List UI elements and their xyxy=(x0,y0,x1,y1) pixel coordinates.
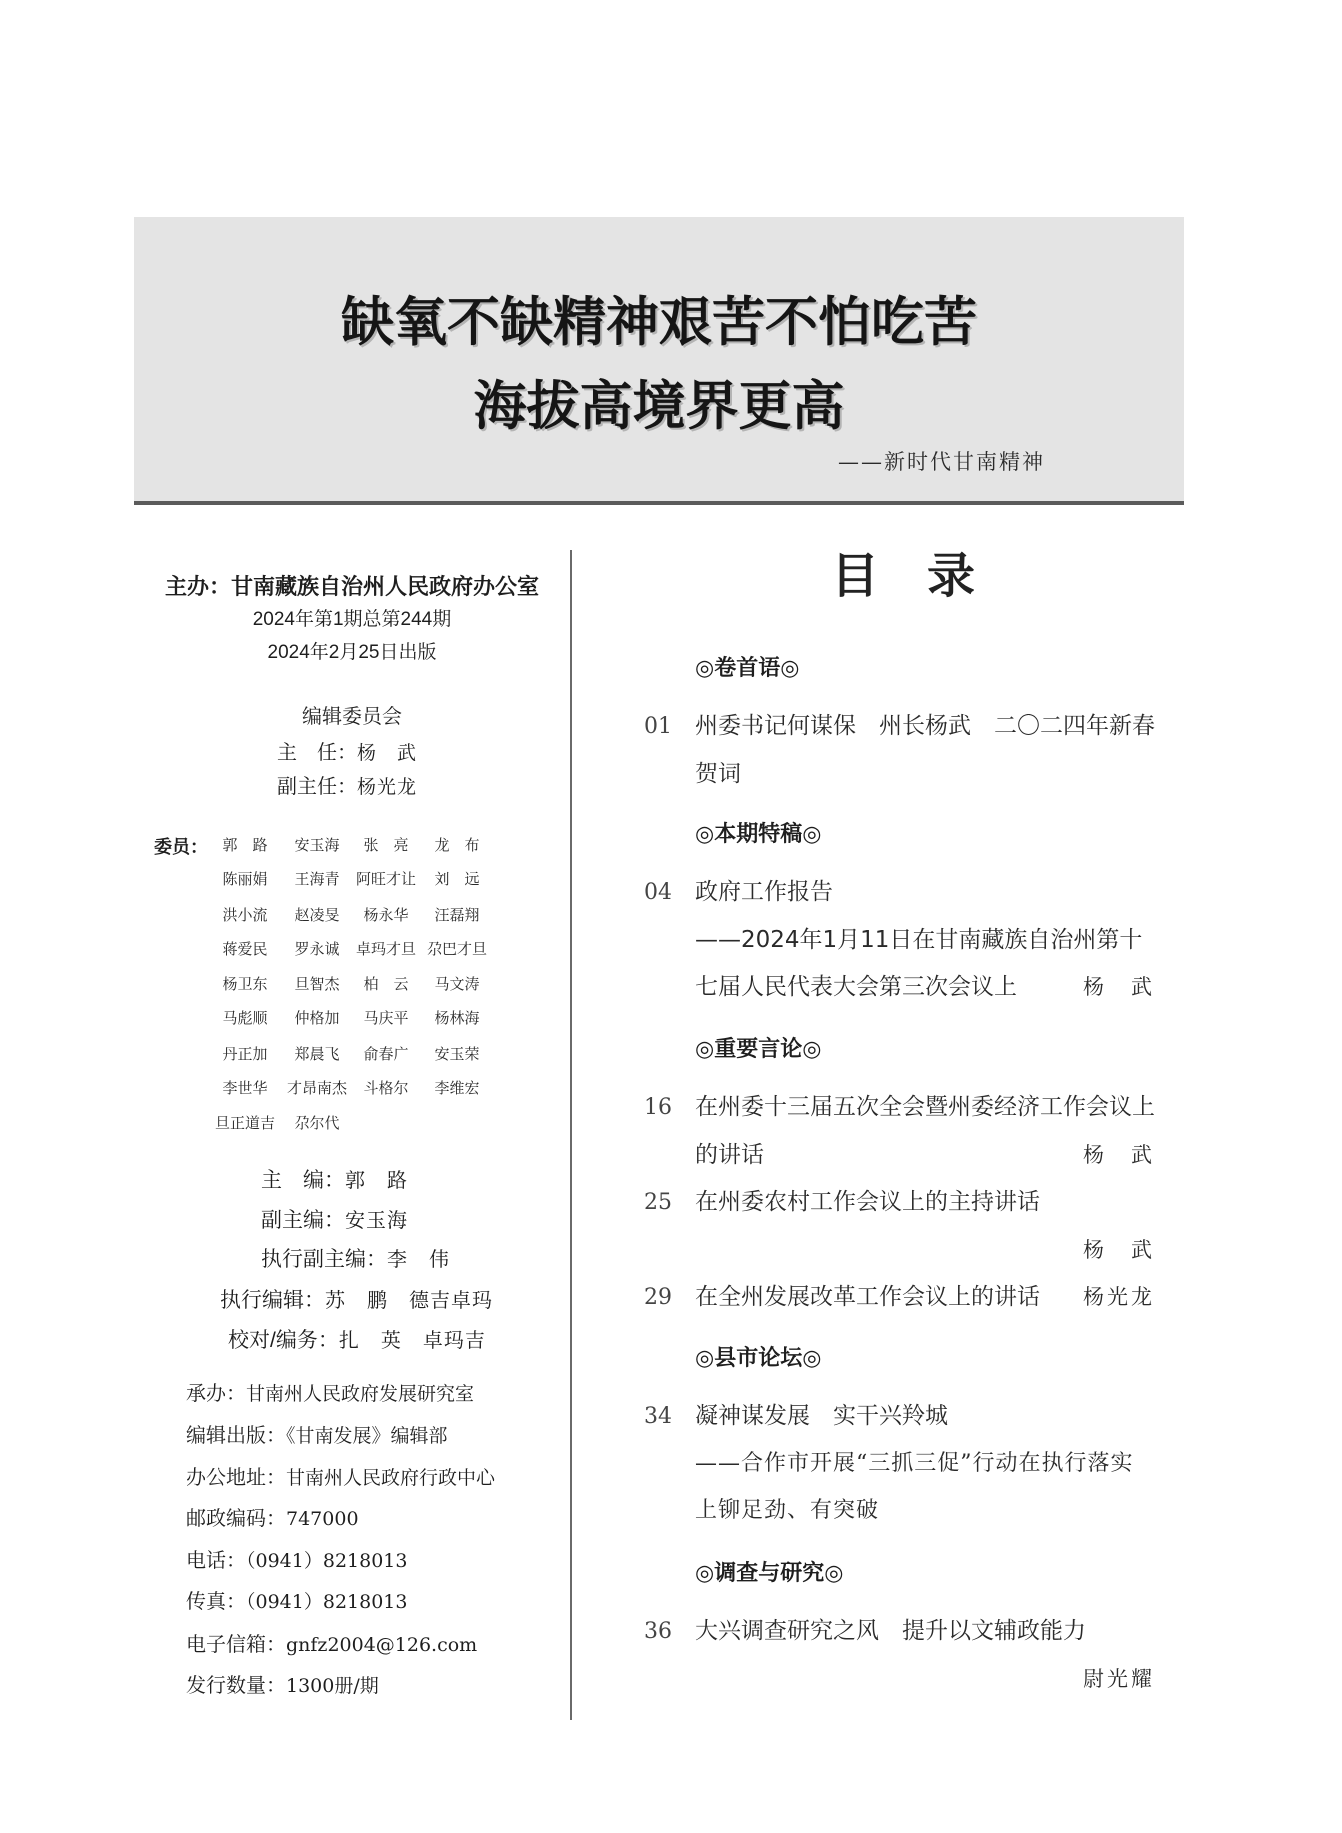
info-label: 发行数量： xyxy=(186,1675,286,1697)
toc-section-heading: ◎卷首语◎ xyxy=(695,655,800,681)
member-name: 柏 云 xyxy=(363,975,409,993)
member-name: 陈丽娟 xyxy=(222,870,268,888)
committee-deputy xyxy=(277,776,417,797)
toc-entry-line: 凝神谋发展 实干兴羚城 xyxy=(695,1403,948,1429)
info-label: 办公地址： xyxy=(186,1467,286,1489)
member-name: 李维宏 xyxy=(434,1079,480,1097)
member-name: 马庆平 xyxy=(363,1009,409,1027)
sponsor-line: 主办：甘南藏族自治州人民政府办公室 xyxy=(164,574,539,599)
member-name: 旦智杰 xyxy=(294,975,340,993)
member-name: 阿旺才让 xyxy=(355,870,416,888)
info-publisher xyxy=(186,1425,448,1446)
info-label: 电子信箱： xyxy=(186,1634,286,1656)
toc-entry-author: 杨光龙 xyxy=(1083,1285,1155,1309)
member-name: 旦正道吉 xyxy=(214,1114,275,1132)
info-value: （0941）8218013 xyxy=(246,1550,408,1572)
member-name: 杨林海 xyxy=(434,1009,480,1027)
info-label: 承办： xyxy=(186,1383,246,1405)
editor-label: 副主编： xyxy=(261,1209,345,1232)
member-name: 杨卫东 xyxy=(222,975,268,993)
proofreaders xyxy=(228,1330,486,1351)
member-name: 蒋爱民 xyxy=(222,940,268,958)
toc-entry-line: 大兴调查研究之风 提升以文辅政能力 xyxy=(695,1618,1086,1644)
info-label: 传真： xyxy=(186,1591,246,1613)
member-name: 俞春广 xyxy=(363,1045,409,1063)
toc-section-heading: ◎重要言论◎ xyxy=(695,1036,822,1062)
editor-label: 执行编辑： xyxy=(220,1289,325,1312)
member-name: 张 亮 xyxy=(363,836,409,854)
slogan-line-1: 缺氧不缺精神艰苦不怕吃苦 xyxy=(341,291,977,353)
info-postcode xyxy=(186,1508,359,1529)
info-value: 《甘南发展》编辑部 xyxy=(286,1425,448,1447)
info-label: 编辑出版： xyxy=(186,1425,286,1447)
member-name: 郭 路 xyxy=(222,836,268,854)
info-value: 甘南州人民政府发展研究室 xyxy=(246,1383,475,1405)
member-name: 卓玛才旦 xyxy=(355,940,416,958)
info-value: gnfz2004@126.com xyxy=(286,1634,478,1656)
member-name: 安玉荣 xyxy=(434,1045,480,1063)
members-label: 委员： xyxy=(154,837,208,857)
member-name: 龙 布 xyxy=(434,836,480,854)
editor-name: 郭 路 xyxy=(345,1168,408,1192)
info-organizer xyxy=(186,1383,474,1404)
toc-page-number: 16 xyxy=(644,1095,672,1120)
member-name: 才昂南杰 xyxy=(286,1079,347,1097)
executive-editors xyxy=(220,1290,493,1311)
chief-editor xyxy=(261,1170,408,1191)
member-name: 郑晨飞 xyxy=(294,1045,340,1063)
member-name: 斗格尔 xyxy=(363,1079,409,1097)
info-label: 电话： xyxy=(186,1550,246,1572)
toc-entry-line: 的讲话 xyxy=(695,1142,764,1168)
info-label: 邮政编码： xyxy=(186,1508,286,1530)
director-label: 主 任： xyxy=(277,742,357,764)
toc-entry-line: ——2024年1月11日在甘南藏族自治州第十 xyxy=(695,927,1143,953)
toc-page-number: 36 xyxy=(644,1619,672,1644)
member-name: 尕巴才旦 xyxy=(426,940,487,958)
deputy-chief-editor xyxy=(261,1210,408,1231)
member-name: 安玉海 xyxy=(294,836,340,854)
toc-page-number: 25 xyxy=(644,1190,672,1215)
toc-page-number: 34 xyxy=(644,1404,672,1429)
info-value: 甘南州人民政府行政中心 xyxy=(286,1467,496,1489)
toc-section-heading: ◎县市论坛◎ xyxy=(695,1345,822,1371)
toc-entry-line: 在全州发展改革工作会议上的讲话 xyxy=(695,1284,1040,1310)
info-email xyxy=(186,1634,477,1655)
publish-date: 2024年2月25日出版 xyxy=(267,642,437,663)
toc-entry-line: 在州委十三届五次全会暨州委经济工作会议上 xyxy=(695,1094,1155,1120)
toc-page-number: 01 xyxy=(644,714,672,739)
toc-entry-line: 上铆足劲、有突破 xyxy=(695,1498,880,1523)
toc-page-number: 29 xyxy=(644,1285,672,1310)
committee-title: 编辑委员会 xyxy=(302,706,402,728)
member-name: 丹正加 xyxy=(222,1045,268,1063)
committee-director xyxy=(277,742,417,763)
toc-entry-line: 州委书记何谋保 州长杨武 二〇二四年新春 xyxy=(695,713,1155,739)
toc-entry-author: 杨 武 xyxy=(1083,1238,1155,1262)
toc-entry-line: 政府工作报告 xyxy=(695,879,833,905)
toc-entry-author: 尉光耀 xyxy=(1083,1667,1155,1691)
slogan-line-2: 海拔高境界更高 xyxy=(473,375,845,437)
member-name: 马文涛 xyxy=(434,975,480,993)
member-name: 王海青 xyxy=(294,870,340,888)
toc-entry-line: 在州委农村工作会议上的主持讲话 xyxy=(695,1189,1040,1215)
toc-page-number: 04 xyxy=(644,880,672,905)
member-name: 马彪顺 xyxy=(222,1009,268,1027)
deputy-label: 副主任： xyxy=(277,776,357,798)
info-circulation xyxy=(186,1675,379,1696)
member-name: 李世华 xyxy=(222,1079,268,1097)
member-name: 汪磊翔 xyxy=(434,906,480,924)
editor-name: 李 伟 xyxy=(387,1247,450,1271)
toc-entry-line: 贺词 xyxy=(695,761,741,787)
editor-name: 安玉海 xyxy=(345,1208,408,1232)
executive-deputy-editor xyxy=(261,1249,450,1270)
info-address xyxy=(186,1467,495,1488)
column-divider xyxy=(570,550,572,1720)
member-name: 洪小流 xyxy=(222,906,268,924)
member-name: 赵凌旻 xyxy=(294,906,340,924)
issue-number: 2024年第1期总第244期 xyxy=(252,609,452,630)
member-name: 尕尔代 xyxy=(294,1114,340,1132)
toc-entry-author: 杨 武 xyxy=(1083,1143,1155,1167)
info-value: （0941）8218013 xyxy=(246,1591,408,1613)
editor-name: 扎 英 卓玛吉 xyxy=(338,1328,486,1352)
editor-label: 主 编： xyxy=(261,1169,345,1192)
deputy-name: 杨光龙 xyxy=(357,776,418,798)
editor-label: 执行副主编： xyxy=(261,1248,387,1271)
toc-section-heading: ◎调查与研究◎ xyxy=(695,1560,844,1586)
editor-label: 校对/编务： xyxy=(228,1329,339,1352)
toc-entry-line: 七届人民代表大会第三次会议上 xyxy=(695,974,1017,1000)
editor-name: 苏 鹏 德吉卓玛 xyxy=(325,1288,493,1312)
member-name: 仲格加 xyxy=(294,1009,340,1027)
slogan-attribution: ——新时代甘南精神 xyxy=(838,450,1045,474)
member-name: 刘 远 xyxy=(434,870,480,888)
slogan-banner xyxy=(134,217,1184,505)
info-fax xyxy=(186,1591,407,1612)
info-phone xyxy=(186,1550,407,1571)
director-name: 杨 武 xyxy=(357,742,418,764)
member-name: 罗永诚 xyxy=(294,940,340,958)
toc-entry-author: 杨 武 xyxy=(1083,975,1155,999)
toc-title: 目 录 xyxy=(830,548,975,604)
toc-entry-line: ——合作市开展“三抓三促”行动在执行落实 xyxy=(695,1451,1134,1476)
info-value: 747000 xyxy=(286,1508,359,1530)
member-name: 杨永华 xyxy=(363,906,409,924)
toc-section-heading: ◎本期特稿◎ xyxy=(695,821,822,847)
info-value: 1300册/期 xyxy=(286,1675,379,1697)
